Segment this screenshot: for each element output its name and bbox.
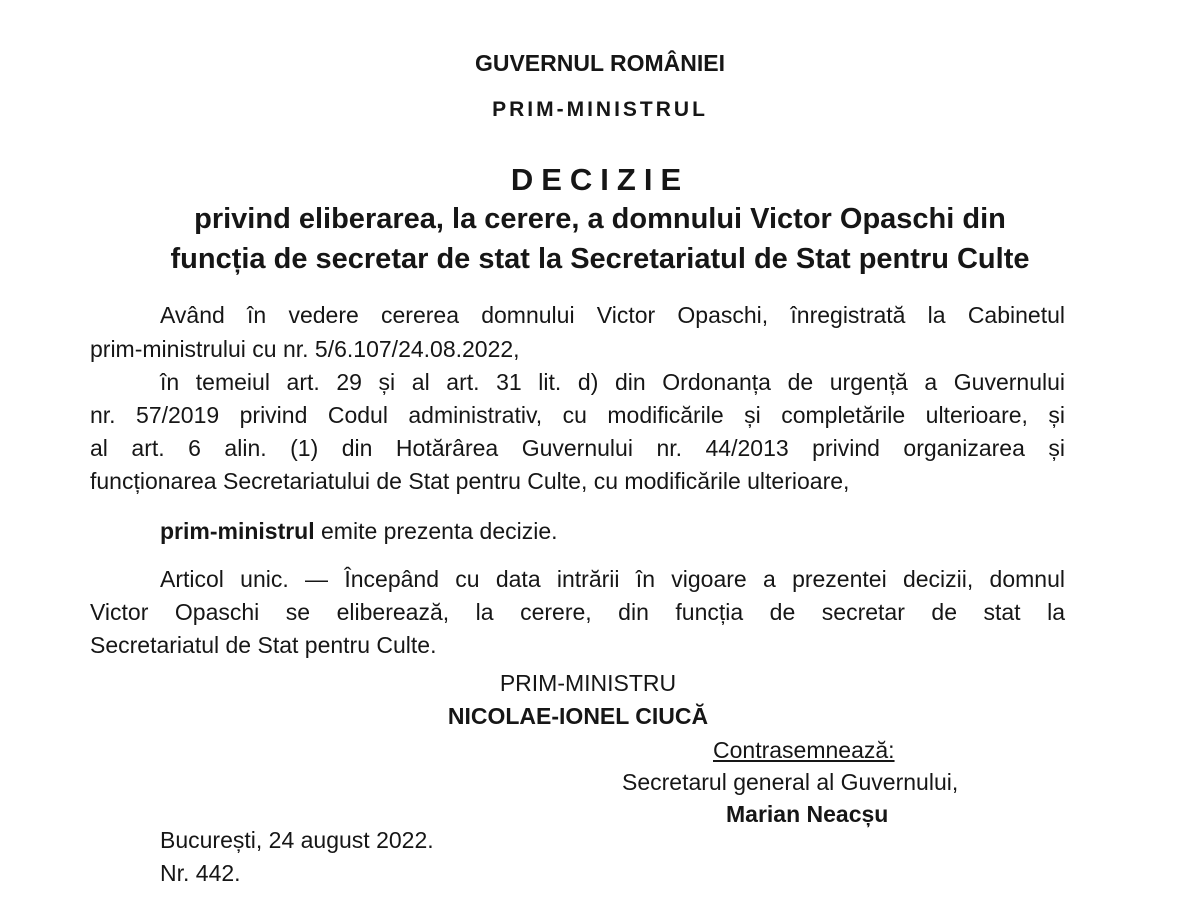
preamble-p2-line-3: al art. 6 alin. (1) din Hotărârea Guvernului nr. 44/2013 privind organizarea și — [90, 435, 1065, 461]
preamble-p2-line-1: în temeiul art. 29 și al art. 31 lit. d) din Ordonanța de urgență a Guvernului — [160, 369, 1065, 395]
enactment-subject: prim-ministrul — [160, 518, 315, 544]
signature-name: NICOLAE-IONEL CIUCĂ — [447, 703, 709, 729]
government-header: GUVERNUL ROMÂNIEI — [474, 50, 726, 76]
document-subtitle-line-1: privind eliberarea, la cerere, a domnului Victor Opaschi din — [194, 203, 1006, 235]
countersign-label: Contrasemnează: — [713, 737, 895, 763]
countersign-role: Secretarul general al Guvernului, — [622, 769, 959, 795]
document-subtitle-line-2: funcția de secretar de stat la Secretariatul de Stat pentru Culte — [170, 243, 1030, 275]
decision-number: Nr. 442. — [160, 860, 241, 886]
article-line-3: Secretariatul de Stat pentru Culte. — [90, 632, 437, 658]
document-title: DECIZIE — [510, 162, 690, 197]
signature-role: PRIM-MINISTRU — [499, 670, 677, 696]
preamble-p1-line-1: Având în vedere cererea domnului Victor Opaschi, înregistrată la Cabinetul — [160, 302, 1065, 328]
article-line-1: Articol unic. — Începând cu data intrării în vigoare a prezentei decizii, domnul — [160, 566, 1065, 592]
article-line-2: Victor Opaschi se eliberează, la cerere, din funcția de secretar de stat la — [90, 599, 1065, 625]
enactment-clause — [160, 518, 558, 545]
preamble-p2-line-4: funcționarea Secretariatului de Stat pentru Culte, cu modificările ulterioare, — [90, 468, 850, 494]
countersign-name: Marian Neacșu — [726, 801, 889, 827]
enactment-rest: emite prezenta decizie. — [314, 518, 558, 544]
office-header: PRIM-MINISTRUL — [492, 98, 708, 121]
preamble-p2-line-2: nr. 57/2019 privind Codul administrativ, cu modificările și completările ulterioare, și — [90, 402, 1065, 428]
place-date: București, 24 august 2022. — [160, 827, 434, 853]
preamble-p1-line-2: prim-ministrului cu nr. 5/6.107/24.08.2022, — [90, 336, 520, 362]
